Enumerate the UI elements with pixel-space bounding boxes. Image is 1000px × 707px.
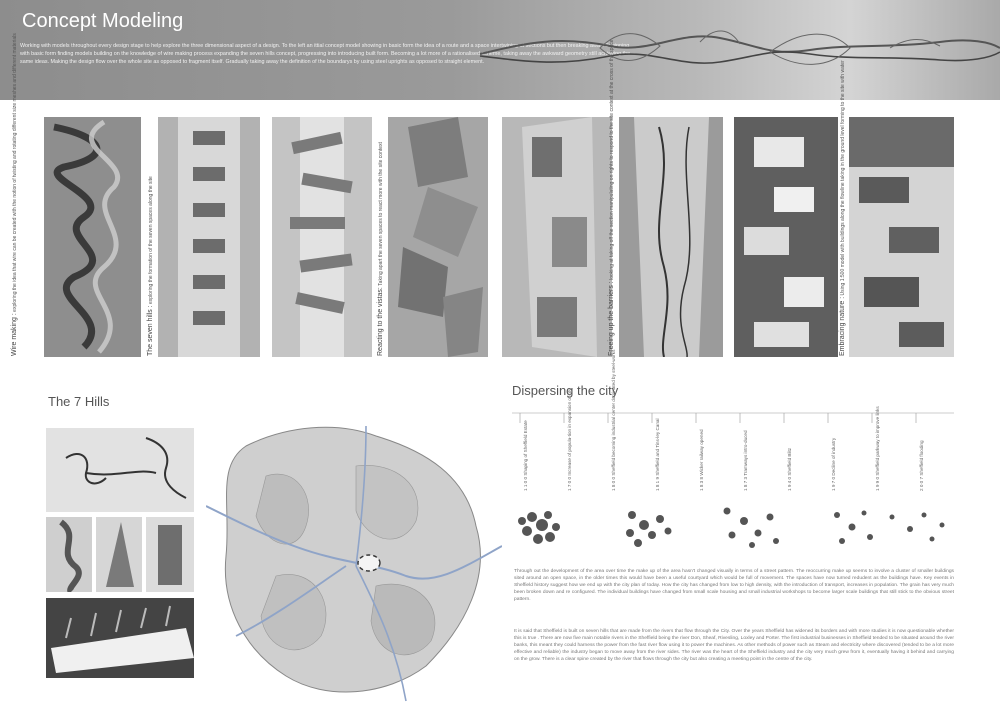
hills-model-photo bbox=[46, 598, 194, 678]
hills-mesh-photo-2 bbox=[96, 517, 142, 592]
timeline-item: 2 0 0 7 Sheffield flooding bbox=[919, 440, 924, 491]
timeline-item: 1 8 7 3 Tramways intro-duced bbox=[743, 430, 748, 491]
photo-barriers-wire bbox=[619, 117, 723, 357]
dispersing-title: Dispersing the city bbox=[512, 383, 619, 398]
timeline-item: 1 9 7 0 Decline of industry bbox=[831, 437, 836, 491]
photo-nature-model bbox=[734, 117, 838, 357]
intro-text: Working with models throughout every design stage to help explore the three dimensional aspect of a design. To the left an ittial concept model showing in basic form the idea of a route and a space intertwining at sections but then breaking away. Beginning with basic form finding models building on the knowledge of wire making process expanding the seven hills concept, progressing into introducing built form. Becoming a lot more of a rationalised scheme, taking away the awkward geometry still achieving the same ideas. Making the design flow over the whole site as opposed to fragment itself. Gradually taking away the definition of the boundarys by using steel uprights as opposed to straight element. bbox=[20, 43, 631, 65]
photo-seven-hills bbox=[158, 117, 260, 357]
page-title: Concept Modeling bbox=[22, 10, 184, 32]
seven-hills-title: The 7 Hills bbox=[48, 394, 110, 409]
header-banner bbox=[0, 0, 1000, 100]
hills-mesh-photo-1 bbox=[46, 517, 92, 592]
hills-wire-photo bbox=[46, 428, 194, 512]
photo-nature-site bbox=[849, 117, 954, 357]
dispersing-paragraph-1: Through out the development of the area over time the make up of the area hasn't changed visually in terms of a street pattern. The reoccurring make up seems to involve a cluster of smaller buildings sited around an open space, in the older times this would have been a useful courtyard which would be full of movement. The spaces have now turned redudent as the buildings have. Key events in Sheffield history suggest how we end up with the city plan of today. How the city has changed from low to high density, with the introduction of transport, increases in population. The grain has very much been broken down and re configured. The individual buildings have changed from small scale housing and small industrial workshops to become larger scale buildings that still stick to the obvious street pattern. bbox=[514, 569, 954, 603]
caption-barriers: Freeing up the barriers : looking at taking off the section manipulating on rights to respond to the site context at the cross of the space bbox=[608, 39, 615, 356]
timeline-item: 1 7 0 0 Increase of popula-tion in expansion of city bbox=[567, 388, 572, 491]
caption-seven-hills: The seven hills : exploring the formation of the seven spaces along the site bbox=[147, 176, 154, 356]
photo-card-model bbox=[272, 117, 372, 357]
timeline-item: 1 8 3 8 Wicker railway opened bbox=[699, 429, 704, 491]
timeline-item: 1 9 9 0 Sheffield parkway to improve links bbox=[875, 406, 880, 491]
hills-mesh-photo-3 bbox=[146, 517, 194, 592]
wire-concept-photo bbox=[470, 8, 1000, 96]
dispersal-diagram bbox=[512, 497, 952, 555]
caption-wire-making: Wire making : exploring the idea that wire can be created with the notion of twisting and rotating different size meshes and different materials bbox=[11, 33, 18, 356]
dispersing-paragraph-2: It is said that Sheffield is built on seven hills that are made from the rivers that flow through the City. Over the years Sheffield has widened its borders and with more studies it is now questionable whether this is true . There are now five main notable rivers in the Sheffield being the river Don, Sheaf, Rivesling, Loxley and Porter. The first industrial businesses in Sheffield tended to be situated around the river banks, this meant they could harness the power from the fast river flow using it to power the machines. As other methods of power such as Steam and electricity where discovered (tended to be a lot more effective and reliable) the industry began to move away from the river sides. The river was the heart of the Sheffield industry and the city very much grew from it, eventually having it behind and carrying on the grow. There is a clear spine created by the river that flows through the city but also creating a meeting point in the centre of the city. bbox=[514, 629, 954, 663]
timeline-item: 1 1 0 0 Shaping of Sheffield Estate bbox=[523, 420, 528, 491]
timeline-item: 1 8 0 0 Sheffield becoming industrial center dominated by steel-works bbox=[611, 349, 616, 491]
timeline-item: 1 8 1 9 Sheffield and Tins-ley Canal bbox=[655, 418, 660, 491]
sheffield-rivers-map bbox=[206, 416, 502, 704]
caption-nature: Embracing nature : Using 1:500 model with buildings along the flowline taking in the ground level forming to the site with water bbox=[839, 60, 846, 356]
photo-vistas bbox=[388, 117, 488, 357]
timeline-item: 1 9 4 0 Sheffield Blitz bbox=[787, 447, 792, 491]
photo-barriers-mesh bbox=[502, 117, 612, 357]
caption-vistas: Reacting to the vistas: Taking apart the seven spaces to react more with the site context bbox=[377, 142, 384, 356]
photo-wire-making bbox=[44, 117, 141, 357]
